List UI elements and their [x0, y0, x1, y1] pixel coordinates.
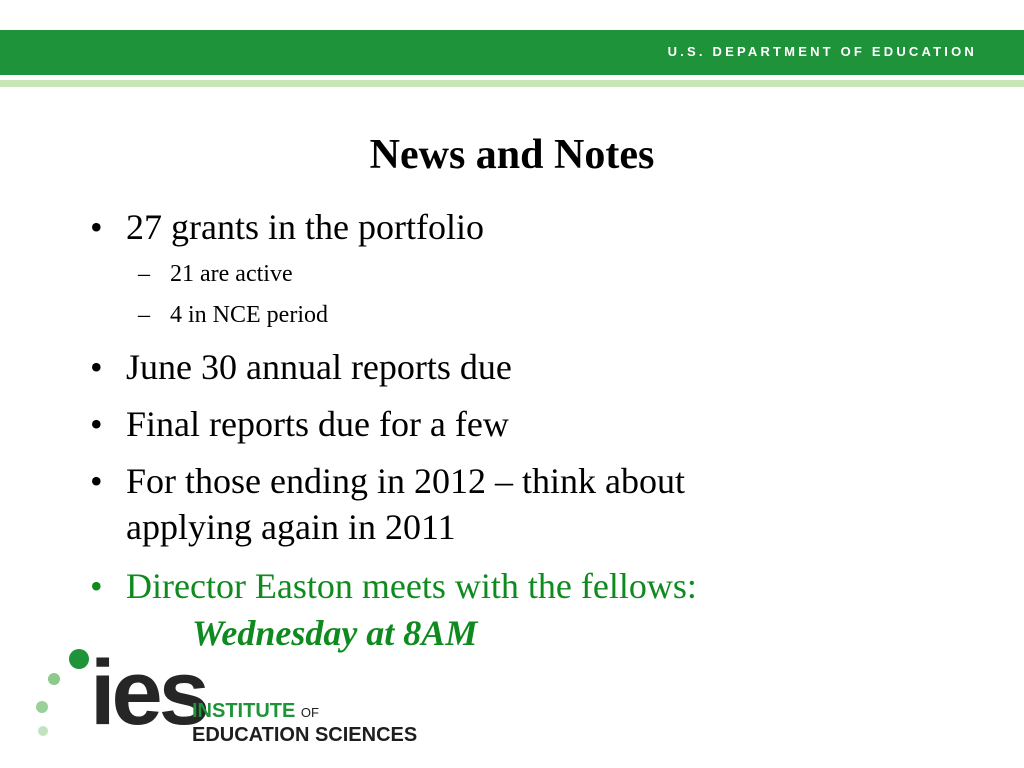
bullet-icon: • — [90, 347, 103, 387]
bullet-icon: • — [90, 207, 103, 247]
dash-icon: – — [138, 261, 150, 287]
bullet-text-line2: applying again in 2011 — [126, 507, 456, 547]
bullet-text-line1: Director Easton meets with the fellows: — [126, 566, 697, 606]
bullet-text: 27 grants in the portfolio — [126, 207, 484, 247]
bullet-text-line1: For those ending in 2012 – think about — [126, 461, 685, 501]
slide-title: News and Notes — [369, 132, 655, 178]
ies-logo — [30, 642, 430, 755]
bullet-icon: • — [90, 566, 103, 606]
bullet-icon: • — [90, 404, 103, 444]
sub-bullet-text: 4 in NCE period — [170, 302, 328, 328]
logo-letters: ies — [90, 642, 206, 744]
bullet-text: June 30 annual reports due — [126, 347, 512, 387]
logo-wordmark — [192, 700, 417, 746]
bullet-icon: • — [90, 461, 103, 501]
agency-name: U.S. DEPARTMENT OF EDUCATION — [667, 44, 977, 59]
sub-bullet-text: 21 are active — [170, 261, 293, 287]
meeting-time-text: Wednesday at 8AM — [192, 613, 478, 653]
logo-line2: EDUCATION SCIENCES — [192, 724, 418, 746]
logo-of: OF — [300, 705, 319, 720]
logo-line1: INSTITUTE — [192, 700, 296, 722]
dash-icon: – — [138, 302, 150, 328]
bullet-text: Final reports due for a few — [126, 404, 509, 444]
logo-dots-icon — [30, 645, 90, 755]
